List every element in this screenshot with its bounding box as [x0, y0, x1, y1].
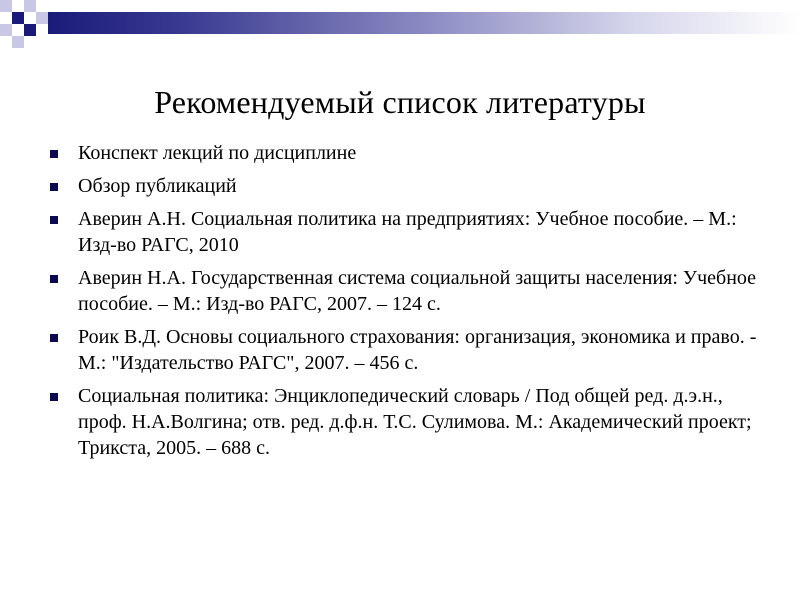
- list-item: [46, 206, 766, 258]
- square-bullet-icon: [50, 216, 58, 224]
- list-item: [46, 173, 766, 199]
- square-bullet-icon: [50, 150, 58, 158]
- list-item-text: Обзор публикаций: [78, 175, 237, 197]
- square-bullet-icon: [50, 183, 58, 191]
- top-gradient-band: [48, 12, 800, 34]
- decor-square: [12, 36, 24, 48]
- slide-title: Рекомендуемый список литературы: [154, 84, 646, 120]
- square-bullet-icon: [50, 393, 58, 401]
- list-item-text: Аверин Н.А. Государственная система социальной защиты населения: Учебное пособие. – М.: Изд-во РАГС, 2007. – 124 с.: [78, 267, 757, 315]
- decor-square: [24, 24, 36, 36]
- decor-square: [12, 12, 24, 24]
- square-bullet-icon: [50, 275, 58, 283]
- list-item: [46, 140, 766, 166]
- square-bullet-icon: [50, 334, 58, 342]
- decor-square: [0, 24, 12, 36]
- decor-square: [24, 0, 36, 12]
- reference-list: [46, 140, 766, 468]
- decor-square: [36, 12, 48, 24]
- list-item-text: Роик В.Д. Основы социального страхования: организация, экономика и право. - М.: "Издательство РАГС", 2007. – 456 с.: [78, 326, 757, 374]
- list-item: [46, 383, 766, 461]
- list-item: [46, 265, 766, 317]
- list-item-text: Конспект лекций по дисциплине: [78, 142, 357, 164]
- list-item-text: Социальная политика: Энциклопедический словарь / Под общей ред. д.э.н., проф. Н.А.Волгина; отв. ред. д.ф.н. Т.С. Сулимова. М.: Академический проект; Трикста, 2005. – 688 с.: [78, 385, 752, 459]
- list-item: [46, 324, 766, 376]
- list-item-text: Аверин А.Н. Социальная политика на предприятиях: Учебное пособие. – М.: Изд-во РАГС, 2010: [78, 208, 737, 256]
- decor-square: [0, 0, 12, 12]
